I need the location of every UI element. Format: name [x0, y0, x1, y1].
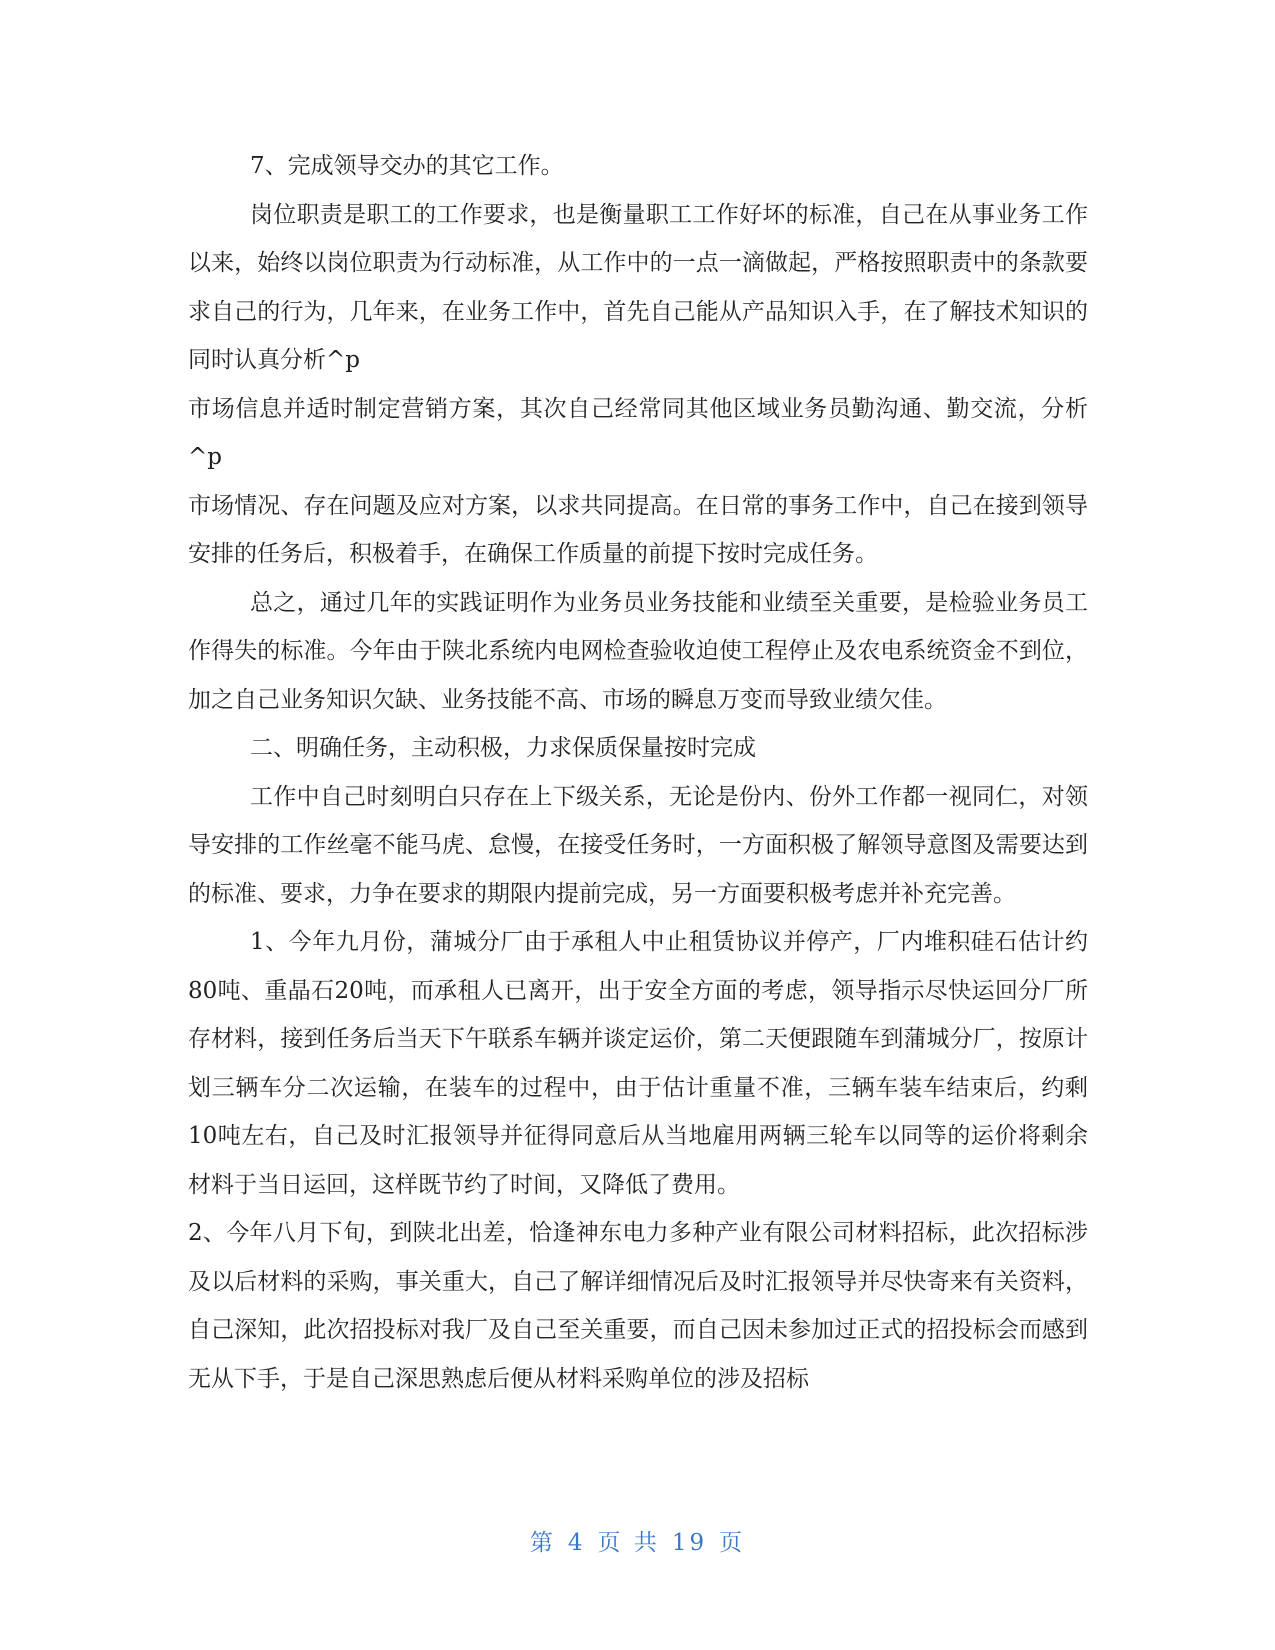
section-heading: 二、明确任务，主动积极，力求保质保量按时完成 — [250, 735, 756, 761]
footer-suffix: 页 — [719, 1530, 746, 1556]
page-footer — [0, 1524, 1275, 1557]
paragraph-2: 岗位职责是职工的工作要求，也是衡量职工工作好坏的标准，自己在从事业务工作以来，始终以岗位职责为行动标准，从工作中的一点一滴做起，严格按照职责中的条款要求自己的行为，几年来，在业务工作中，首先自己能从产品知识入手，在了解技术知识的同时认真分析^p — [188, 201, 1088, 373]
paragraph-8: 1、今年九月份，蒲城分厂由于承租人中止租赁协议并停产，厂内堆积硅石估计约80吨、重晶石20吨，而承租人已离开，出于安全方面的考虑，领导指示尽快运回分厂所存材料，接到任务后当天下午联系车辆并谈定运价，第二天便跟随车到蒲城分厂，按原计划三辆车分二次运输，在装车的过程中，由于估计重量不准，三辆车装车结束后，约剩10吨左右，自己及时汇报领导并征得同意后从当地雇用两辆三轮车以同等的运价将剩余材料于当日运回，这样既节约了时间，又降低了费用。 — [188, 929, 1088, 1198]
paragraph-9: 2、今年八月下旬，到陕北出差，恰逢神东电力多种产业有限公司材料招标，此次招标涉及以后材料的采购，事关重大，自己了解详细情况后及时汇报领导并尽快寄来有关资料，自己深知，此次招投标对我厂及自己至关重要，而自己因未参加过正式的招投标会而感到无从下手，于是自己深思熟虑后便从材料采购单位的涉及招标 — [188, 1220, 1088, 1392]
document-body — [188, 142, 1088, 1403]
paragraph-5: 总之，通过几年的实践证明作为业务员业务技能和业绩至关重要，是检验业务员工作得失的标准。今年由于陕北系统内电网检查验收迫使工程停止及农电系统资金不到位，加之自己业务知识欠缺、业务技能不高、市场的瞬息万变而导致业绩欠佳。 — [188, 589, 1088, 713]
footer-middle: 页 共 — [597, 1530, 660, 1556]
footer-page-number: 4 — [567, 1530, 586, 1556]
paragraph-4: 市场情况、存在问题及应对方案，以求共同提高。在日常的事务工作中，自己在接到领导安排的任务后，积极着手，在确保工作质量的前提下按时完成任务。 — [188, 492, 1088, 567]
paragraph-1: 7、完成领导交办的其它工作。 — [250, 153, 564, 179]
footer-prefix: 第 — [529, 1530, 556, 1556]
footer-total-pages: 19 — [671, 1530, 708, 1556]
paragraph-3: 市场信息并适时制定营销方案，其次自己经常同其他区域业务员勤沟通、勤交流，分析^p — [188, 395, 1088, 470]
paragraph-7: 工作中自己时刻明白只存在上下级关系，无论是份内、份外工作都一视同仁，对领导安排的工作丝毫不能马虎、怠慢，在接受任务时，一方面积极了解领导意图及需要达到的标准、要求，力争在要求的期限内提前完成，另一方面要积极考虑并补充完善。 — [188, 783, 1088, 907]
